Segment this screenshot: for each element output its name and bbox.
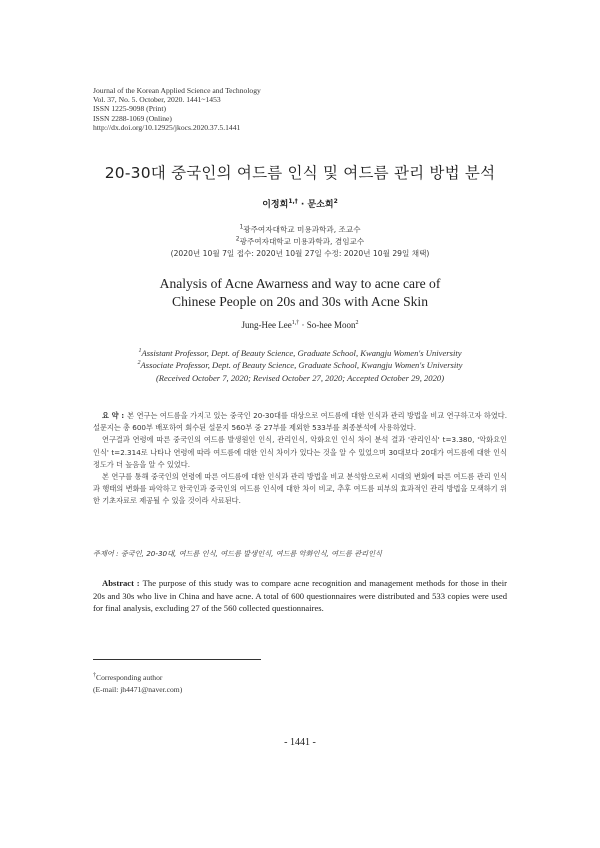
affiliation-1-english [0,347,600,359]
submission-dates-english: (Received October 7, 2020; Revised October 27, 2020; Accepted October 29, 2020) [155,372,445,383]
affiliation-1-korean [0,224,600,236]
author-1-english: Jung-Hee Lee [241,320,292,330]
journal-doi: http://dx.doi.org/10.12925/jkocs.2020.37.5.1441 [93,122,241,132]
paper-title-english-line-2: Chinese People on 20s and 30s with Acne Skin [172,294,428,309]
abstract-english-label: Abstract : [102,578,140,588]
author-2-english-mark: 2 [355,320,359,326]
author-2-korean: 문소희 [307,200,334,210]
journal-issn-print: ISSN 1225-9098 (Print) [93,104,166,114]
affiliation-1-english-mark: 1 [138,348,142,355]
abstract-korean-paragraph-1-text: 본 연구는 여드름을 가지고 있는 중국인 20-30대를 대상으로 여드름에 대한 인식과 관리 방법을 비교 연구하고자 하였다. 설문지는 총 600부 배포하여 회수된 설문지 560부 중 27부를 제외한 533부를 최종분석에 사용하였다. [93,411,507,433]
abstract-korean-paragraph-2: 연구결과 연령에 따른 중국인의 여드름 발생원인 인식, 관리인식, 악화요인 인식 차이 분석 결과 '관리인식' t=3.380, '악화요인 인식' t=2.314로 나타나 연령에 따라 여드름에 대한 인식 차이가 있다는 것을 알 수 있었으며 30대보다 20대가 여드름에 대한 인식 정도가 더 높음을 알 수 있었다. [93,435,507,469]
abstract-english-paragraph-1 [93,577,507,615]
author-2-korean-mark: 2 [333,198,338,205]
footnote [93,672,182,696]
affiliation-2-korean [0,236,600,248]
authors-english [0,320,600,330]
abstract-korean-label: 요 약 : [102,411,125,420]
affiliation-2-korean-text: 광주여자대학교 미용과학과, 겸임교수 [239,237,365,246]
affiliation-1-korean-mark: 1 [239,223,244,231]
author-1-korean-mark: 1,† [288,198,298,205]
journal-info [93,86,261,132]
footnote-line-1 [93,672,182,684]
author-separator-english: · [299,320,307,330]
abstract-korean-paragraph-3: 본 연구를 통해 중국인의 연령에 따른 여드름에 대한 인식과 관리 방법을 비교 분석함으로써 시대의 변화에 따른 여드름 관리 인식과 행태의 변화를 파악하고 한국인과 중국인의 여드름 인식에 대한 차이 비교, 추후 여드름 피부의 효과적인 관리 방법을 모색하기 위한 기초자료로 제공될 수 있을 것이라 사료된다. [93,472,507,506]
affiliation-1-korean-text: 광주여자대학교 미용과학과, 조교수 [243,225,361,234]
affiliations-korean [0,224,600,260]
paper-title-korean: 20-30대 중국인의 여드름 인식 및 여드름 관리 방법 분석 [104,164,496,182]
footnote-divider [93,659,261,660]
affiliation-2-korean-mark: 2 [235,235,240,243]
footnote-corresponding-author: Corresponding author [96,673,163,682]
author-1-korean: 이정희 [262,200,289,210]
affiliation-1-english-text: Assistant Professor, Dept. of Beauty Science, Graduate School, Kwangju Women's University [141,348,462,358]
journal-volume: Vol. 37, No. 5. October, 2020. 1441~1453 [93,95,221,105]
authors-korean [0,197,600,210]
footnote-mark: † [93,672,96,679]
author-1-english-mark: 1,† [291,320,300,326]
paper-title-english-line-1: Analysis of Acne Awarness and way to acne care of [159,276,441,291]
page-number: - 1441 - [284,737,316,748]
paper-title-english [0,275,600,311]
affiliations-english [0,347,600,384]
abstract-korean-paragraph-1 [93,410,507,434]
abstract-english [93,577,507,615]
affiliation-2-english-mark: 2 [137,360,141,367]
submission-dates-korean: (2020년 10월 7일 접수: 2020년 10월 27일 수정: 2020년 10월 29일 채택) [170,249,430,258]
journal-name: Journal of the Korean Applied Science and Technology [93,86,261,95]
affiliation-2-english [0,359,600,371]
keywords-korean: 주제어 : 중국인, 20-30대, 여드름 인식, 여드름 발생인식, 여드름 악화인식, 여드름 관리인식 [93,549,382,558]
abstract-korean [93,410,507,508]
abstract-english-paragraph-1-text: The purpose of this study was to compare acne recognition and management methods for those in their 20s and 30s who live in China and have acne. A total of 600 questionnaires were distributed and 533 copies were used for final analysis, excluding 27 of the 560 collected questionnaires. [93,578,507,613]
author-2-english: So-hee Moon [306,320,356,330]
footnote-email: (E-mail: jh4471@naver.com) [93,685,183,694]
affiliation-2-english-text: Associate Professor, Dept. of Beauty Science, Graduate School, Kwangju Women's University [140,360,463,371]
journal-issn-online: ISSN 2288-1069 (Online) [93,113,172,123]
author-separator: · [297,200,308,210]
